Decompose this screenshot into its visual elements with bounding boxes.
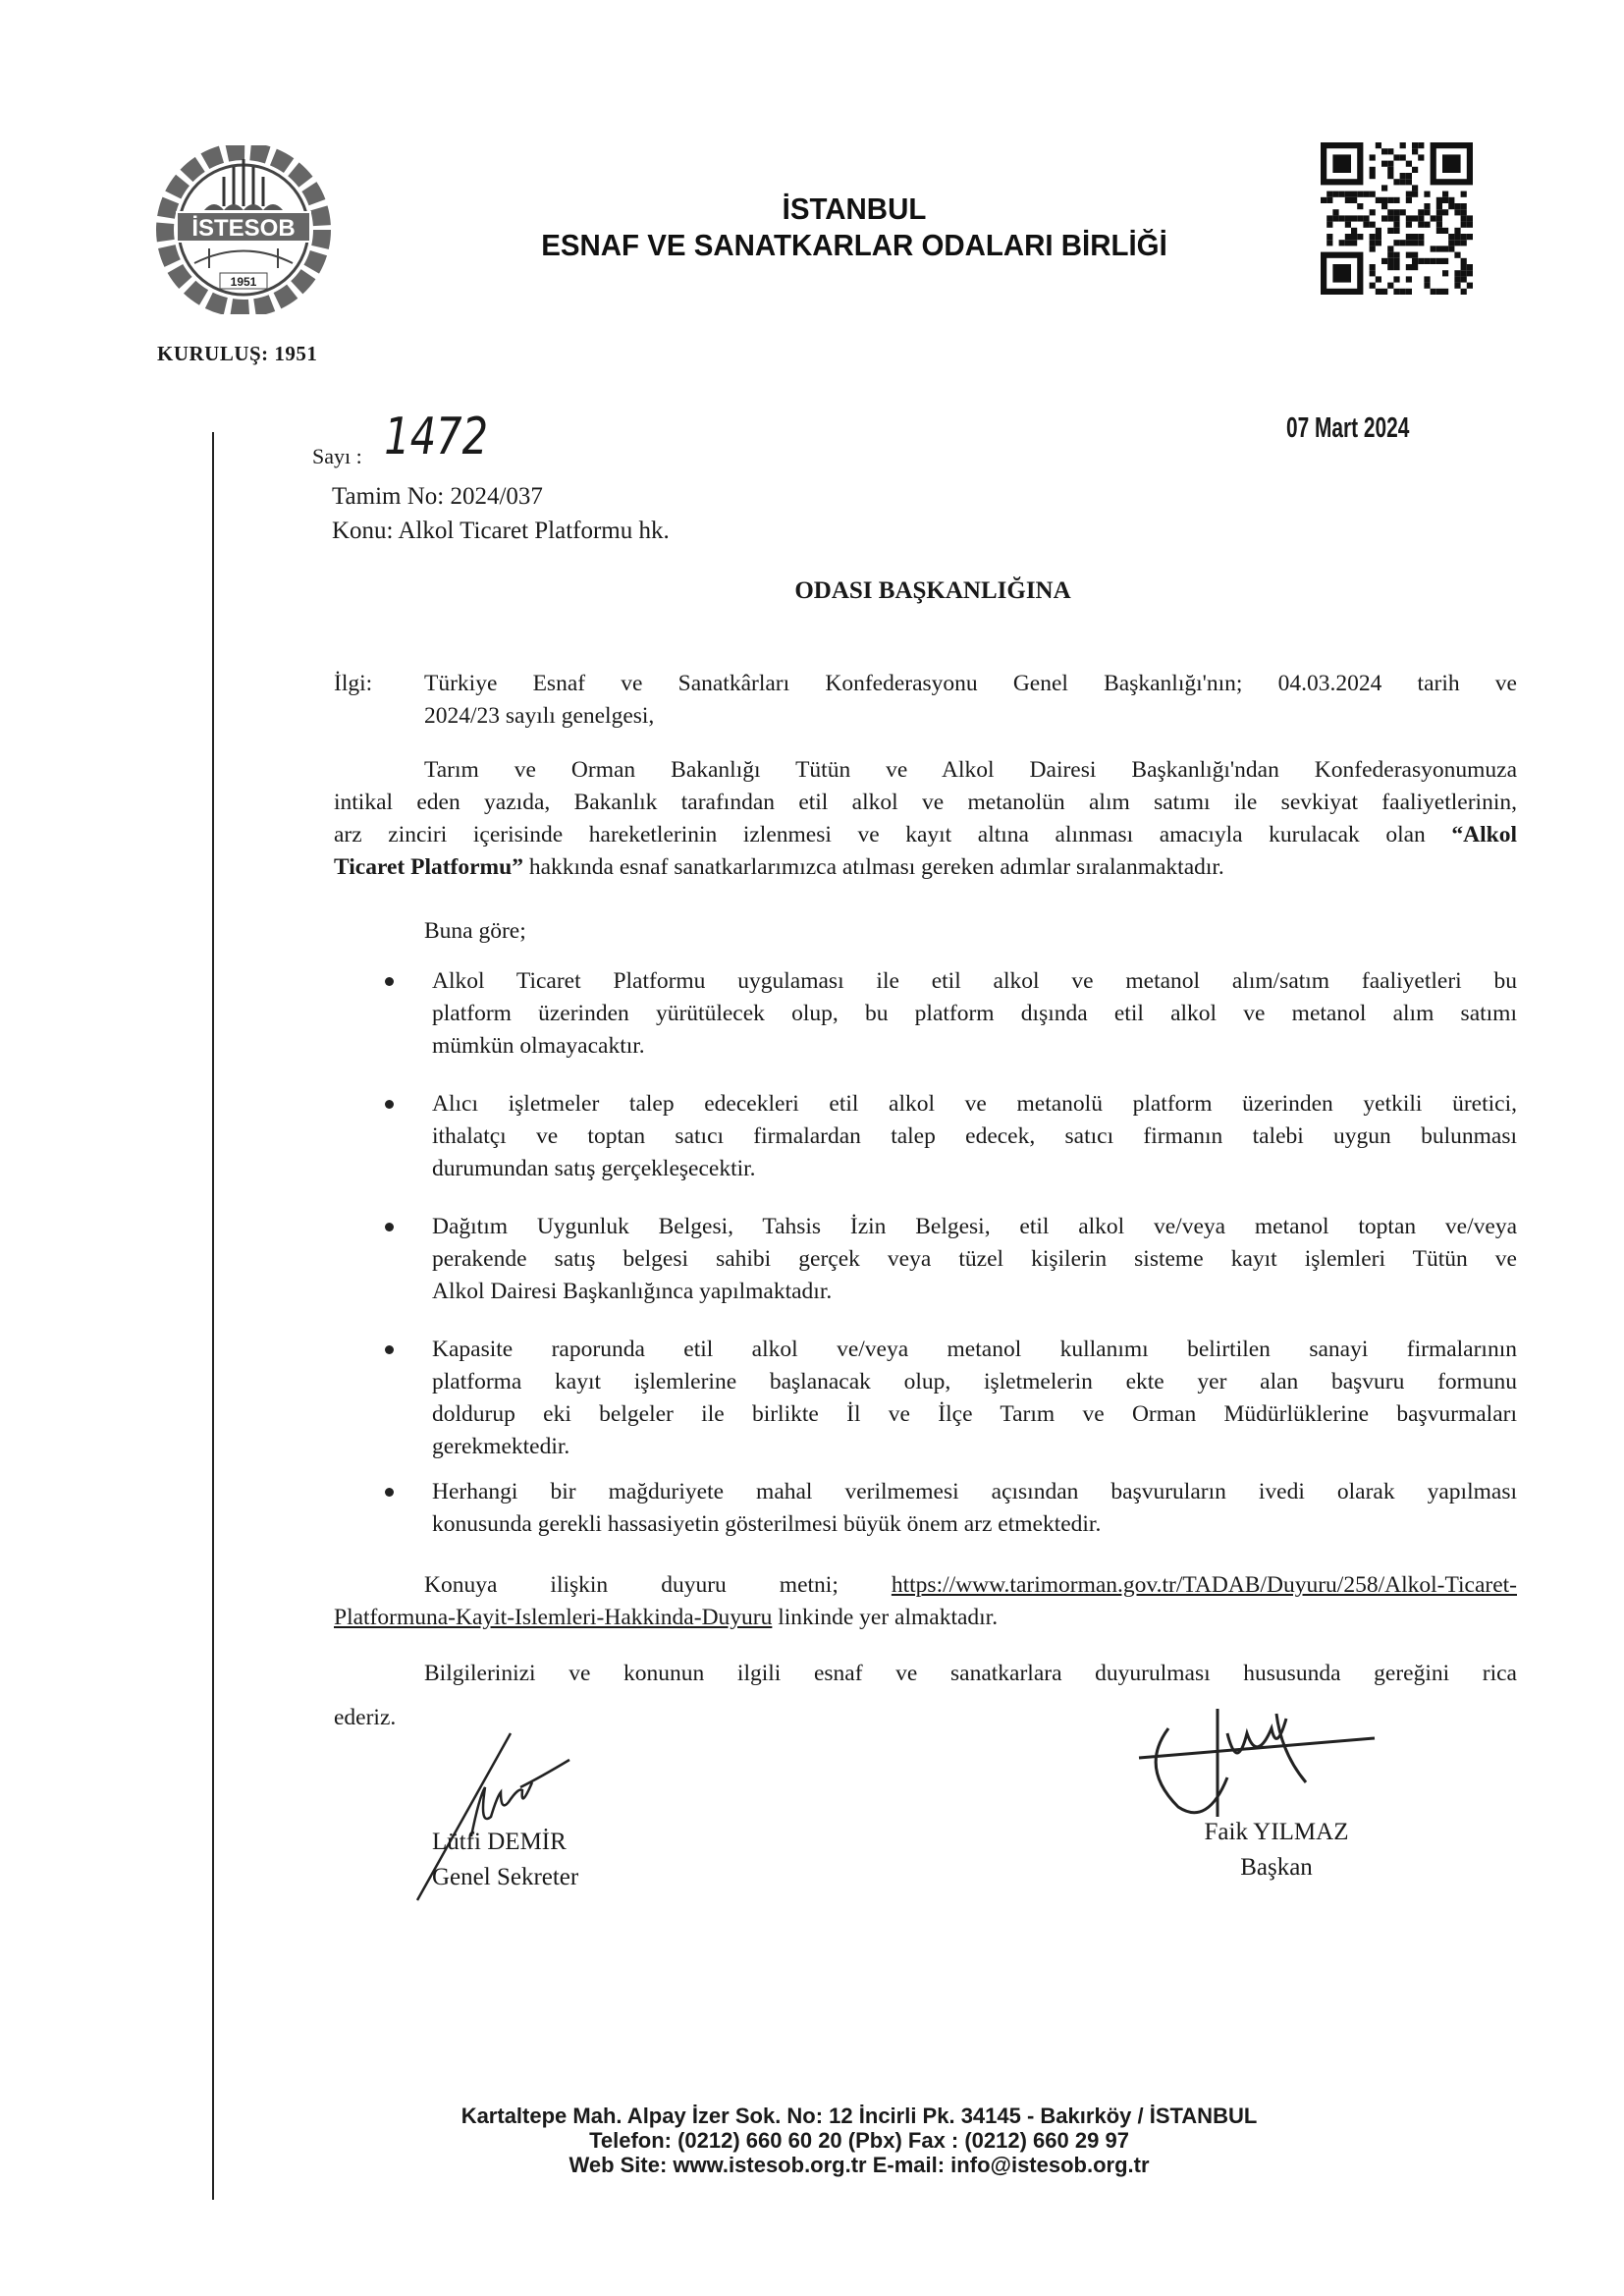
footer-contact	[368, 2104, 1350, 2177]
date-stamp: 07 Mart 2024	[1286, 412, 1410, 444]
bullet-dot-icon	[385, 1488, 394, 1497]
closing-line: ederiz.	[334, 1705, 397, 1730]
qr-module	[1370, 154, 1376, 160]
qr-module	[1454, 203, 1460, 209]
recipient-heading: ODASI BAŞKANLIĞINA	[794, 577, 1071, 604]
qr-module	[1381, 197, 1387, 203]
qr-module	[1442, 258, 1448, 264]
qr-module	[1436, 289, 1442, 295]
signer-2-name: Faik YILMAZ	[1204, 1819, 1349, 1845]
sayi-number-handwritten: 1472	[384, 408, 489, 466]
qr-module	[1370, 222, 1376, 228]
qr-module	[1357, 215, 1363, 221]
qr-module	[1424, 258, 1430, 264]
qr-module	[1400, 142, 1406, 148]
qr-module	[1448, 203, 1454, 209]
qr-module	[1363, 215, 1369, 221]
qr-module	[1431, 215, 1436, 221]
qr-module	[1406, 179, 1412, 185]
qr-module	[1393, 258, 1399, 264]
qr-module	[1406, 264, 1412, 270]
qr-module	[1339, 215, 1345, 221]
qr-module	[1345, 234, 1351, 240]
qr-module	[1393, 209, 1399, 215]
qr-module	[1357, 234, 1363, 240]
qr-module	[1351, 228, 1357, 234]
qr-module	[1406, 289, 1412, 295]
bullet-text	[432, 1088, 1517, 1185]
qr-module	[1387, 283, 1393, 289]
qr-module	[1370, 167, 1376, 173]
qr-module	[1400, 240, 1406, 246]
qr-module	[1393, 179, 1399, 185]
margin-line	[212, 432, 214, 2200]
signer-1-name: Lütfi DEMİR	[432, 1829, 567, 1855]
qr-module	[1326, 222, 1332, 228]
qr-module	[1370, 234, 1376, 240]
qr-module	[1412, 142, 1418, 148]
qr-module	[1454, 283, 1460, 289]
bullet-dot-icon	[385, 1345, 394, 1354]
qr-module	[1387, 215, 1393, 221]
qr-module	[1400, 289, 1406, 295]
qr-module	[1436, 228, 1442, 234]
link-line	[334, 1569, 1517, 1602]
qr-module	[1412, 215, 1418, 221]
bullet-line: Alkol Ticaret Platformu uygulaması ile etil alkol ve metanol alım/satım faaliyetleri bu	[432, 968, 1517, 994]
qr-module	[1326, 191, 1332, 197]
qr-module	[1351, 197, 1357, 203]
qr-module	[1418, 142, 1424, 148]
bullet-line: Herhangi bir mağduriyete mahal verilmemesi açısından başvuruların ivedi olarak yapılması	[432, 1479, 1517, 1504]
bullet-item	[385, 965, 1517, 1063]
qr-module	[1363, 191, 1369, 197]
link-paragraph	[334, 1569, 1517, 1634]
qr-module	[1406, 222, 1412, 228]
qr-module	[1418, 234, 1424, 240]
qr-module	[1387, 209, 1393, 215]
qr-module	[1461, 264, 1467, 270]
qr-module	[1351, 240, 1357, 246]
qr-module	[1370, 173, 1376, 179]
qr-module	[1461, 209, 1467, 215]
qr-module	[1370, 246, 1376, 251]
qr-module	[1412, 191, 1418, 197]
qr-module	[1393, 228, 1399, 234]
bullet-line: Dağıtım Uygunluk Belgesi, Tahsis İzin Belgesi, etil alkol ve/veya metanol toptan ve/veya	[432, 1214, 1517, 1239]
qr-module	[1431, 289, 1436, 295]
qr-module	[1418, 240, 1424, 246]
bullet-line: Kapasite raporunda etil alkol ve/veya metanol kullanımı belirtilen sanayi firmalarının	[432, 1337, 1517, 1362]
qr-module	[1381, 258, 1387, 264]
qr-module	[1387, 252, 1393, 258]
qr-module	[1376, 289, 1381, 295]
qr-module	[1442, 270, 1448, 276]
qr-module	[1381, 185, 1387, 191]
qr-module	[1406, 191, 1412, 197]
qr-module	[1345, 240, 1351, 246]
bullet-line: platform üzerinden yürütülecek olup, bu platform dışında etil alkol ve metanol alım satımı	[432, 1001, 1517, 1026]
qr-module	[1345, 222, 1351, 228]
footer-web: Web Site: www.istesob.org.tr E-mail: info@istesob.org.tr	[568, 2153, 1150, 2177]
qr-module	[1461, 276, 1467, 282]
qr-module	[1400, 154, 1406, 160]
qr-module	[1436, 246, 1442, 251]
qr-module	[1332, 209, 1338, 215]
qr-module	[1448, 197, 1454, 203]
qr-module	[1393, 289, 1399, 295]
qr-module	[1345, 191, 1351, 197]
qr-module	[1393, 197, 1399, 203]
qr-module	[1406, 197, 1412, 203]
qr-module	[1387, 173, 1393, 179]
qr-module	[1424, 276, 1430, 282]
bullet-line: konusunda gerekli hassasiyetin gösterilmesi büyük önem arz etmektedir.	[432, 1511, 1102, 1537]
qr-module	[1370, 264, 1376, 270]
intro-line	[334, 819, 1517, 851]
qr-module	[1454, 270, 1460, 276]
qr-module	[1412, 240, 1418, 246]
qr-module	[1370, 240, 1376, 246]
qr-module	[1412, 258, 1418, 264]
sayi-label-text: Sayı	[312, 444, 352, 468]
qr-module	[1326, 240, 1332, 246]
qr-module	[1418, 209, 1424, 215]
qr-module	[1467, 222, 1473, 228]
org-title-line2: ESNAF VE SANATKARLAR ODALARI BİRLİĞİ	[541, 228, 1167, 262]
bullet-dot-icon	[385, 1223, 394, 1231]
bullet-line: doldurup eki belgeler ile birlikte İl ve İlçe Tarım ve Orman Müdürlüklerine başvurmaları	[432, 1401, 1517, 1427]
qr-module	[1387, 258, 1393, 264]
intro-line	[334, 851, 1517, 884]
closing-line: Bilgilerinizi ve konunun ilgili esnaf ve sanatkarlara duyurulması hususunda gereğini rica	[424, 1661, 1517, 1686]
intro-text: hakkında esnaf sanatkarlarımızca atılması gereken adımlar sıralanmaktadır.	[528, 854, 1224, 880]
qr-module	[1370, 270, 1376, 276]
bullet-line: platforma kayıt işlemlerine başlanacak olup, işletmelerin ekte yer alan başvuru formunu	[432, 1369, 1517, 1394]
qr-module	[1326, 197, 1332, 203]
bullet-dot-icon	[385, 1100, 394, 1109]
qr-module	[1345, 197, 1351, 203]
bullet-line: Alıcı işletmeler talep edecekleri etil alkol ve metanolü platform üzerinden yetkili üretici,	[432, 1091, 1517, 1117]
footer-address: Kartaltepe Mah. Alpay İzer Sok. No: 12 İncirli Pk. 34145 - Bakırköy / İSTANBUL	[460, 2104, 1258, 2128]
qr-module	[1376, 240, 1381, 246]
qr-module	[1461, 258, 1467, 264]
bullet-line: durumundan satış gerçekleşecektir.	[432, 1156, 756, 1181]
qr-module	[1412, 252, 1418, 258]
qr-module	[1454, 276, 1460, 282]
qr-module	[1357, 191, 1363, 197]
signature-baskan	[1129, 1704, 1384, 1831]
qr-module	[1412, 167, 1418, 173]
qr-module	[1332, 215, 1338, 221]
link-suffix: linkinde yer almaktadır.	[778, 1605, 999, 1630]
qr-module	[1454, 209, 1460, 215]
qr-module	[1393, 252, 1399, 258]
qr-module	[1357, 203, 1363, 209]
bullet-text	[432, 965, 1517, 1063]
qr-module	[1370, 209, 1376, 215]
qr-module	[1461, 270, 1467, 276]
qr-module	[1448, 246, 1454, 251]
qr-module	[1436, 203, 1442, 209]
qr-module	[1418, 154, 1424, 160]
intro-text: arz zinciri içerisinde hareketlerinin izlenmesi ve kayıt altına alınması amacıyla kurulacak olan	[334, 822, 1426, 847]
bullet-item	[385, 1211, 1517, 1308]
bullet-line: perakende satış belgesi sahibi gerçek veya tüzel kişilerin sisteme kayıt işlemleri Tütün ve	[432, 1246, 1517, 1272]
qr-module	[1326, 234, 1332, 240]
sayi-label: Sayı :	[312, 444, 362, 468]
qr-module	[1442, 191, 1448, 197]
qr-module	[1321, 197, 1326, 203]
qr-module	[1393, 222, 1399, 228]
tamim-no: Tamim No: 2024/037	[332, 483, 543, 510]
qr-module	[1424, 222, 1430, 228]
qr-module	[1381, 203, 1387, 209]
qr-module	[1424, 283, 1430, 289]
qr-module	[1370, 191, 1376, 197]
svg-text:1951: 1951	[230, 275, 257, 289]
qr-module	[1381, 148, 1387, 154]
bullet-line: Alkol Dairesi Başkanlığınca yapılmaktadır.	[432, 1279, 833, 1304]
qr-module	[1442, 209, 1448, 215]
qr-module	[1424, 209, 1430, 215]
qr-module	[1436, 215, 1442, 221]
qr-module	[1406, 234, 1412, 240]
qr-module	[1339, 191, 1345, 197]
qr-module	[1393, 276, 1399, 282]
qr-module	[1387, 246, 1393, 251]
qr-module	[1400, 173, 1406, 179]
bullet-line: mümkün olmayacaktır.	[432, 1033, 645, 1059]
qr-module	[1467, 270, 1473, 276]
qr-module	[1467, 215, 1473, 221]
istesob-logo	[155, 145, 332, 314]
qr-module	[1412, 234, 1418, 240]
qr-module	[1467, 264, 1473, 270]
qr-module	[1442, 197, 1448, 203]
intro-line: Tarım ve Orman Bakanlığı Tütün ve Alkol Dairesi Başkanlığı'ndan Konfederasyonumuza	[424, 757, 1517, 783]
qr-module	[1326, 215, 1332, 221]
qr-module	[1393, 264, 1399, 270]
qr-module	[1436, 209, 1442, 215]
ilgi-line: Türkiye Esnaf ve Sanatkârları Konfederasyonu Genel Başkanlığı'nın; 04.03.2024 tarih ve	[424, 671, 1517, 696]
qr-module	[1461, 240, 1467, 246]
link-prefix: Konuya ilişkin duyuru metni;	[424, 1572, 839, 1598]
qr-module	[1454, 228, 1460, 234]
qr-module	[1461, 203, 1467, 209]
qr-module	[1406, 276, 1412, 282]
intro-bold: Ticaret Platformu”	[334, 854, 523, 880]
qr-module	[1406, 161, 1412, 167]
intro-bold: “Alkol	[1451, 822, 1517, 847]
qr-module	[1393, 215, 1399, 221]
qr-code	[1321, 142, 1473, 295]
bullet-item	[385, 1476, 1517, 1541]
bullet-dot-icon	[385, 977, 394, 986]
qr-module	[1431, 258, 1436, 264]
qr-module	[1461, 215, 1467, 221]
qr-module	[1381, 215, 1387, 221]
qr-module	[1400, 179, 1406, 185]
bullet-line: ithalatçı ve toptan satıcı firmalardan talep edecek, satıcı firmanın talebi uygun bulunması	[432, 1123, 1517, 1149]
ilgi-label: İlgi:	[334, 671, 373, 696]
qr-module	[1363, 222, 1369, 228]
qr-module	[1406, 215, 1412, 221]
qr-module	[1406, 173, 1412, 179]
qr-module	[1424, 203, 1430, 209]
qr-module	[1412, 185, 1418, 191]
qr-module	[1381, 161, 1387, 167]
qr-module	[1332, 191, 1338, 197]
signer-1-title: Genel Sekreter	[432, 1864, 579, 1890]
qr-module	[1376, 234, 1381, 240]
qr-module	[1442, 289, 1448, 295]
announcement-link-cont[interactable]: Platformuna-Kayit-Islemleri-Hakkinda-Duyuru	[334, 1605, 773, 1630]
ilgi-text	[424, 668, 1517, 733]
qr-module	[1376, 142, 1381, 148]
footer-phone: Telefon: (0212) 660 60 20 (Pbx) Fax : (0212) 660 29 97	[589, 2128, 1129, 2153]
qr-module	[1461, 234, 1467, 240]
qr-module	[1454, 240, 1460, 246]
org-title-line1: İSTANBUL	[782, 191, 927, 226]
qr-module	[1376, 197, 1381, 203]
qr-module	[1406, 240, 1412, 246]
qr-module	[1345, 215, 1351, 221]
bullet-text	[432, 1334, 1517, 1463]
qr-module	[1436, 222, 1442, 228]
qr-module	[1387, 148, 1393, 154]
intro-paragraph	[334, 754, 1517, 884]
qr-module	[1387, 264, 1393, 270]
qr-module	[1461, 222, 1467, 228]
qr-module	[1454, 234, 1460, 240]
qr-module	[1436, 197, 1442, 203]
qr-module	[1412, 148, 1418, 154]
qr-module	[1339, 240, 1345, 246]
qr-module	[1393, 154, 1399, 160]
qr-module	[1442, 228, 1448, 234]
buna-gore: Buna göre;	[424, 918, 526, 944]
qr-module	[1436, 258, 1442, 264]
bullet-item	[385, 1334, 1517, 1463]
svg-text:İSTESOB: İSTESOB	[191, 215, 296, 242]
qr-module	[1370, 283, 1376, 289]
qr-module	[1351, 215, 1357, 221]
bullet-text	[432, 1211, 1517, 1308]
qr-module	[1387, 161, 1393, 167]
qr-module	[1424, 191, 1430, 197]
qr-module	[1467, 283, 1473, 289]
qr-module	[1387, 197, 1393, 203]
qr-module	[1461, 289, 1467, 295]
subject: Konu: Alkol Ticaret Platformu hk.	[332, 518, 670, 544]
qr-module	[1376, 228, 1381, 234]
bullet-item	[385, 1088, 1517, 1185]
qr-module	[1381, 289, 1387, 295]
qr-module	[1400, 209, 1406, 215]
qr-module	[1418, 215, 1424, 221]
signer-2-title: Başkan	[1240, 1854, 1313, 1881]
qr-module	[1467, 234, 1473, 240]
qr-module	[1454, 252, 1460, 258]
qr-module	[1448, 234, 1454, 240]
qr-module	[1448, 240, 1454, 246]
qr-module	[1418, 258, 1424, 264]
qr-module	[1412, 264, 1418, 270]
qr-module	[1387, 167, 1393, 173]
qr-module	[1387, 228, 1393, 234]
qr-module	[1376, 276, 1381, 282]
qr-module	[1393, 240, 1399, 246]
ilgi-line: 2024/23 sayılı genelgesi,	[424, 703, 655, 729]
bullet-line: gerekmektedir.	[432, 1434, 570, 1459]
bullet-text	[432, 1476, 1517, 1541]
announcement-link[interactable]: https://www.tarimorman.gov.tr/TADAB/Duyuru/258/Alkol-Ticaret-	[891, 1572, 1517, 1598]
qr-module	[1351, 191, 1357, 197]
qr-module	[1442, 246, 1448, 251]
qr-module	[1406, 252, 1412, 258]
intro-line: intikal eden yazıda, Bakanlık tarafından etil alkol ve metanolün alım satımı ile sevkiyat faaliyetlerinin,	[334, 790, 1517, 815]
qr-module	[1461, 191, 1467, 197]
founded-label: KURULUŞ: 1951	[157, 342, 318, 365]
qr-module	[1418, 222, 1424, 228]
qr-module	[1431, 246, 1436, 251]
link-line	[334, 1602, 1517, 1634]
qr-module	[1351, 234, 1357, 240]
